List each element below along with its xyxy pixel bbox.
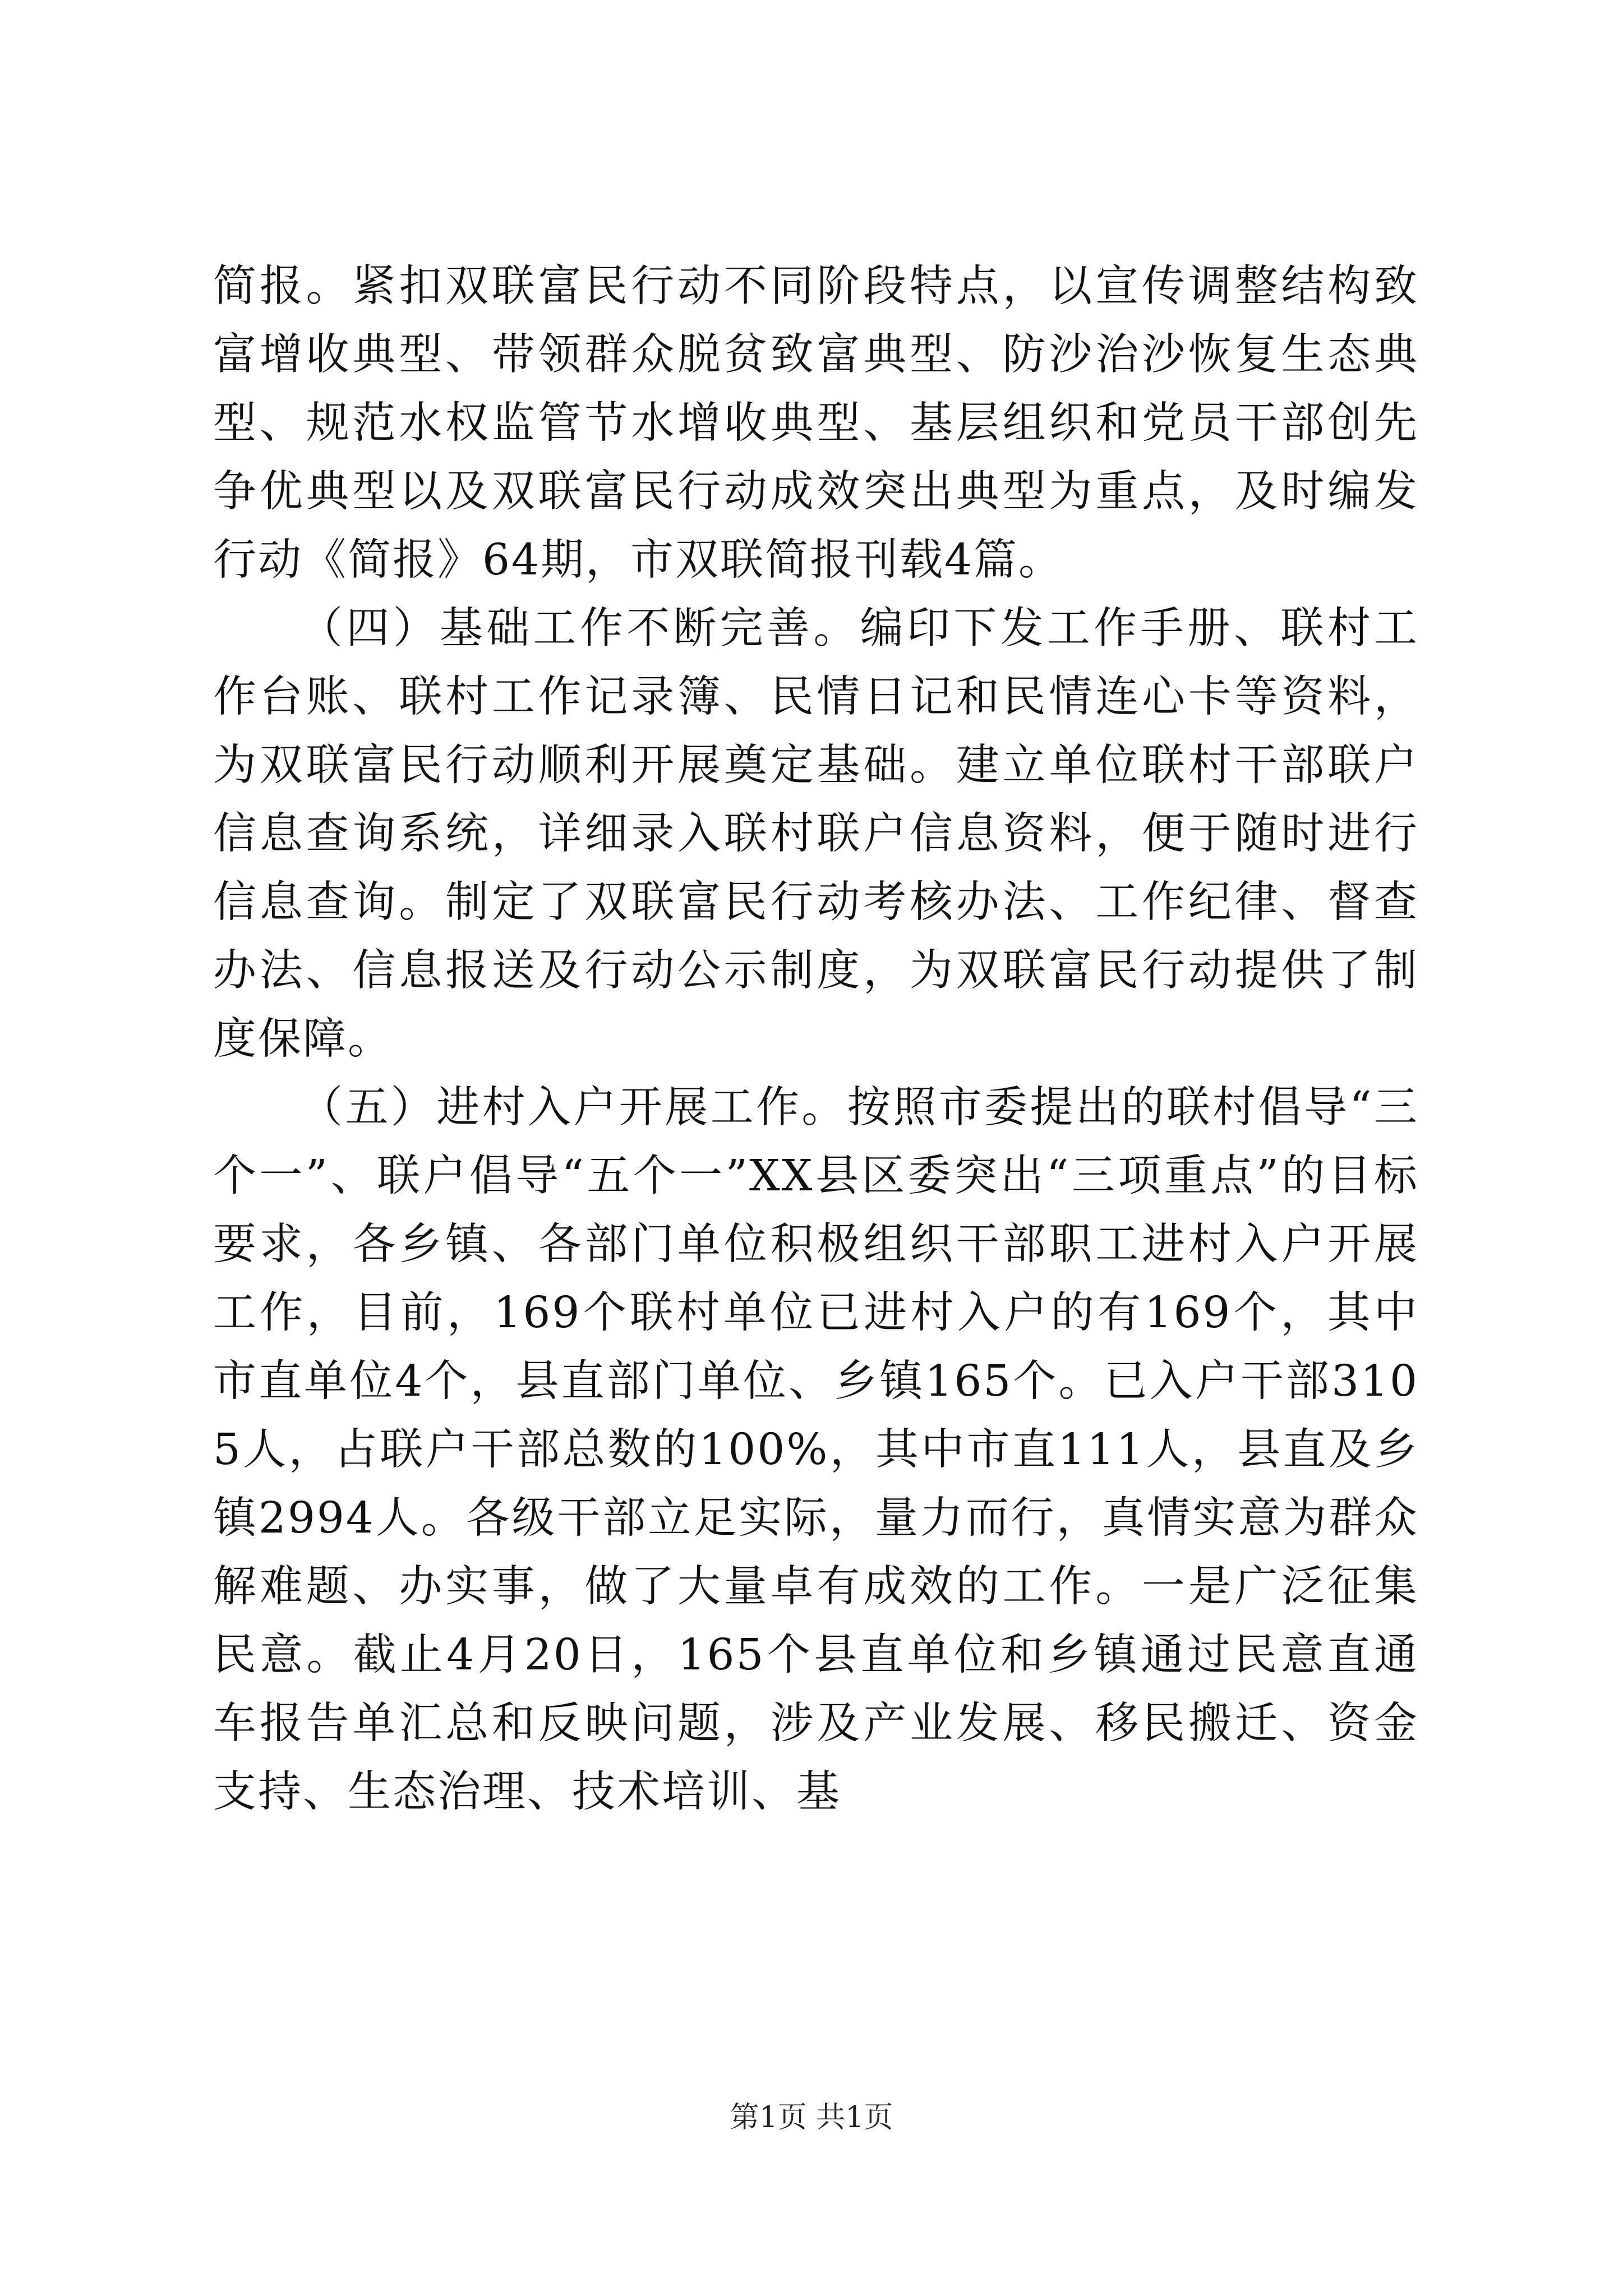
document-body (213, 252, 1419, 1826)
paragraph-section-four-foundation-work: （四）基础工作不断完善。编印下发工作手册、联村工作台账、联村工作记录簿、民情日记和民情连心卡等资料，为双联富民行动顺利开展奠定基础。建立单位联村干部联户信息查询系统，详细录入联村联户信息资料，便于随时进行信息查询。制定了双联富民行动考核办法、工作纪律、督查办法、信息报送及行动公示制度，为双联富民行动提供了制度保障。 (213, 604, 1419, 1064)
paragraph-briefing-continuation: 简报。紧扣双联富民行动不同阶段特点，以宣传调整结构致富增收典型、带领群众脱贫致富典型、防沙治沙恢复生态典型、规范水权监管节水增收典型、基层组织和党员干部创先争优典型以及双联富民行动成效突出典型为重点，及时编发行动《简报》64期，市双联简报刊载4篇。 (213, 261, 1419, 585)
page-footer: 第1页 共1页 (730, 2101, 893, 2134)
paragraph-section-five-village-visits: （五）进村入户开展工作。按照市委提出的联村倡导“三个一”、联户倡导“五个一”XX县区委突出“三项重点”的目标要求，各乡镇、各部门单位积极组织干部职工进村入户开展工作，目前，169个联村单位已进村入户的有169个，其中市直单位4个，县直部门单位、乡镇165个。已入户干部3105人，占联户干部总数的100%，其中市直111人，县直及乡镇2994人。各级干部立足实际，量力而行，真情实意为群众解难题、办实事，做了大量卓有成效的工作。一是广泛征集民意。截止4月20日，165个县直单位和乡镇通过民意直通车报告单汇总和反映问题，涉及产业发展、移民搬迁、资金支持、生态治理、技术培训、基 (213, 1083, 1419, 1817)
